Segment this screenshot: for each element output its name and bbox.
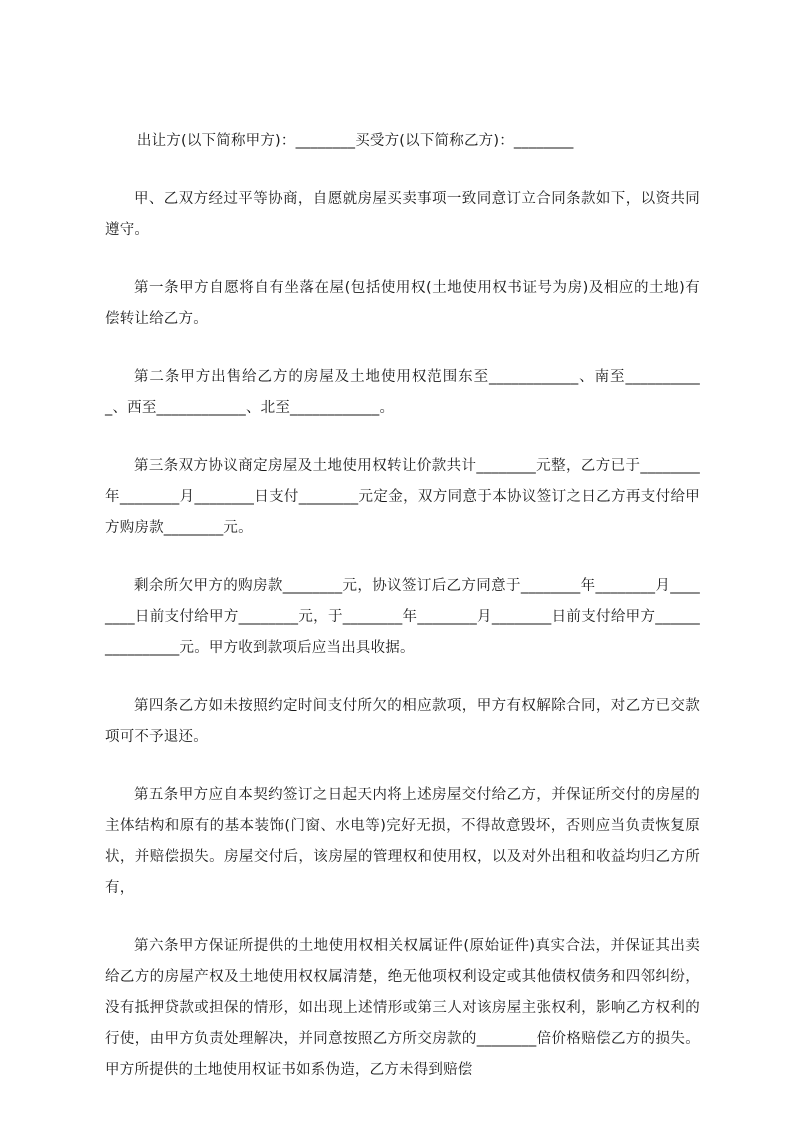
preamble-paragraph: 甲、乙双方经过平等协商，自愿就房屋买卖事项一致同意订立合同条款如下，以资共同遵守。 <box>105 191 700 238</box>
clause-1: 第一条甲方自愿将自有坐落在屋(包括使用权(土地使用权书证号为房)及相应的土地)有偿转让给乙方。 <box>105 280 700 327</box>
clause-3-remaining-payment: 剩余所欠甲方的购房款________元，协议签订后乙方同意于________年________月________日前支付给甲方________元，于________年________月________日前支付给甲方________________元。甲方收到款项后应当出具收据。 <box>105 578 700 656</box>
parties-line: 出让方(以下简称甲方)：________买受方(以下简称乙方)：________ <box>136 133 574 149</box>
clause-5: 第五条甲方应自本契约签订之日起天内将上述房屋交付给乙方，并保证所交付的房屋的主体结构和原有的基本装饰(门窗、水电等)完好无损，不得故意毁坏，否则应当负责恢复原状，并赔偿损失。房屋交付后，该房屋的管理权和使用权，以及对外出租和收益均归乙方所有， <box>105 787 700 896</box>
clause-3: 第三条双方协议商定房屋及土地使用权转让价款共计________元整，乙方已于________年________月________日支付________元定金，双方同意于本协议签订之日乙方再支付给甲方购房款________元。 <box>105 458 700 536</box>
document-body <box>105 126 700 1113</box>
clause-2: 第二条甲方出售给乙方的房屋及土地使用权范围东至____________、南至___________、西至____________、北至____________。 <box>105 369 700 416</box>
clause-6: 第六条甲方保证所提供的土地使用权相关权属证件(原始证件)真实合法，并保证其出卖给乙方的房屋产权及土地使用权权属清楚，绝无他项权利设定或其他债权债务和四邻纠纷，没有抵押贷款或担保的情形，如出现上述情形或第三人对该房屋主张权利，影响乙方权利的行使，由甲方负责处理解决，并同意按照乙方所交房款的________倍价格赔偿乙方的损失。甲方所提供的土地使用权证书如系伪造，乙方未得到赔偿 <box>105 938 700 1078</box>
clause-4: 第四条乙方如未按照约定时间支付所欠的相应款项，甲方有权解除合同，对乙方已交款项可不予退还。 <box>105 698 700 745</box>
